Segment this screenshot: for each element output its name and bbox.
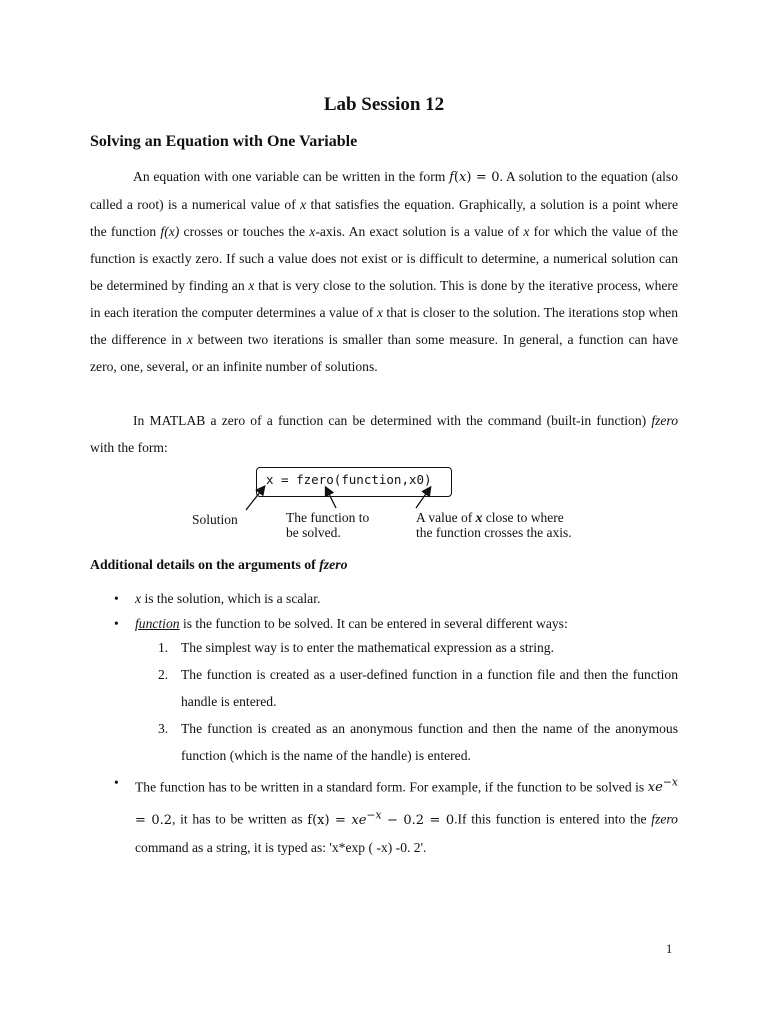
math-exponent: −x — [366, 808, 382, 822]
text-run: .If this function is entered into the — [454, 811, 652, 827]
math-rhs: = 0.2 — [135, 812, 173, 828]
label-line: be solved. — [286, 525, 341, 540]
item-number: 1. — [158, 640, 169, 655]
bullet-icon: • — [114, 775, 119, 790]
label-line: The function to — [286, 510, 370, 525]
page-title: Lab Session 12 — [323, 94, 445, 115]
var-x: x — [186, 332, 193, 347]
text-run: An equation with one variable can be written in the form — [133, 169, 450, 184]
text-run: crosses or touches the — [179, 224, 310, 239]
bullet-icon: • — [114, 616, 119, 631]
matlab-paragraph — [90, 407, 678, 461]
var-x: x — [135, 591, 142, 606]
var-fx: f(x) — [160, 224, 180, 239]
math-x: x — [458, 170, 467, 185]
text-run: between two iterations is smaller than some measure. In general, a function can have zero, one, several, or an infinite number of solutions. — [90, 332, 678, 374]
text-run: that satisfies the equation. Graphically, a solution is a point where the function — [90, 197, 678, 239]
intro-paragraph — [90, 163, 678, 380]
text-run: for which the value of the function is exactly zero. If such a value does not exist or is difficult to determine, a numerical solution can be determined by finding an — [90, 224, 678, 293]
text-run: is the solution, which is a scalar. — [141, 591, 321, 606]
text-run: , it has to be written as — [172, 811, 308, 827]
item-number: 3. — [158, 721, 169, 736]
text-run: close to where — [482, 510, 564, 525]
text-run: In MATLAB a zero of a function can be determined with the command (built-in function) — [133, 413, 652, 428]
var-x: x — [475, 510, 483, 525]
function-keyword: function — [135, 616, 180, 631]
arrow-solution — [246, 487, 264, 510]
label-line — [416, 510, 572, 525]
item-text: The function is created as an anonymous function and then the name of the anonymous function (which is the name of the handle) is entered. — [181, 721, 678, 763]
var-x: x — [376, 305, 383, 320]
math-eq-zero: = 0 — [471, 170, 500, 185]
item-text: The simplest way is to enter the mathematical expression as a string. — [181, 640, 554, 655]
text-run: The function has to be written in a standard form. For example, if the function to be solved is — [135, 779, 648, 795]
text-run: with the form: — [90, 440, 168, 455]
arrow-function — [326, 488, 336, 508]
fzero-keyword: fzero — [651, 811, 678, 827]
fzero-keyword: fzero — [651, 413, 678, 428]
label-solution: Solution — [192, 512, 238, 527]
fzero-syntax-figure — [186, 466, 606, 546]
math-fx: f(x) = — [307, 812, 352, 828]
var-x: x — [300, 197, 307, 212]
item-number: 2. — [158, 667, 169, 682]
label-function — [286, 510, 369, 540]
math-rhs: − 0.2 = 0 — [381, 812, 455, 828]
var-x: x — [248, 278, 255, 293]
arguments-heading — [90, 557, 348, 573]
text-run: . A solution to the equation (also called a root) is a numerical value of — [90, 169, 678, 212]
math-exponent: −x — [662, 776, 678, 789]
math-xe: xe — [647, 780, 663, 796]
label-line: the function crosses the axis. — [416, 525, 572, 540]
item-text: The function is created as a user-defined function in a function file and then the function handle is entered. — [181, 667, 678, 709]
math-f: f — [449, 170, 454, 185]
equation-standard-form — [307, 808, 455, 828]
text-run: Additional details on the arguments of — [90, 557, 320, 572]
text-run: A value of — [416, 510, 476, 525]
var-x: x — [309, 224, 316, 239]
bullet-icon: • — [114, 591, 119, 606]
arrow-x0 — [416, 488, 430, 508]
text-run: that is very close to the solution. This is done by the iterative process, where in each iteration the computer determines a value of — [90, 278, 678, 320]
text-run: -axis. An exact solution is a value of — [315, 224, 524, 239]
fzero-keyword: fzero — [319, 557, 348, 572]
page-number: 1 — [666, 942, 673, 956]
math-paren: ( — [453, 170, 459, 185]
label-x0 — [416, 510, 572, 540]
text-run: is the function to be solved. It can be entered in several different ways: — [179, 616, 568, 631]
math-xe: xe — [351, 812, 367, 828]
var-x: x — [523, 224, 530, 239]
text-run: that is closer to the solution. The iterations stop when the difference in — [90, 305, 679, 347]
equation-f-of-x — [449, 170, 499, 185]
math-paren: ) — [466, 170, 472, 185]
text-run: command as a string, it is typed as: 'x*exp ( -x) -0. 2'. — [135, 839, 427, 855]
fzero-code: x = fzero(function,x0) — [266, 472, 432, 487]
section-heading: Solving an Equation with One Variable — [90, 133, 358, 150]
